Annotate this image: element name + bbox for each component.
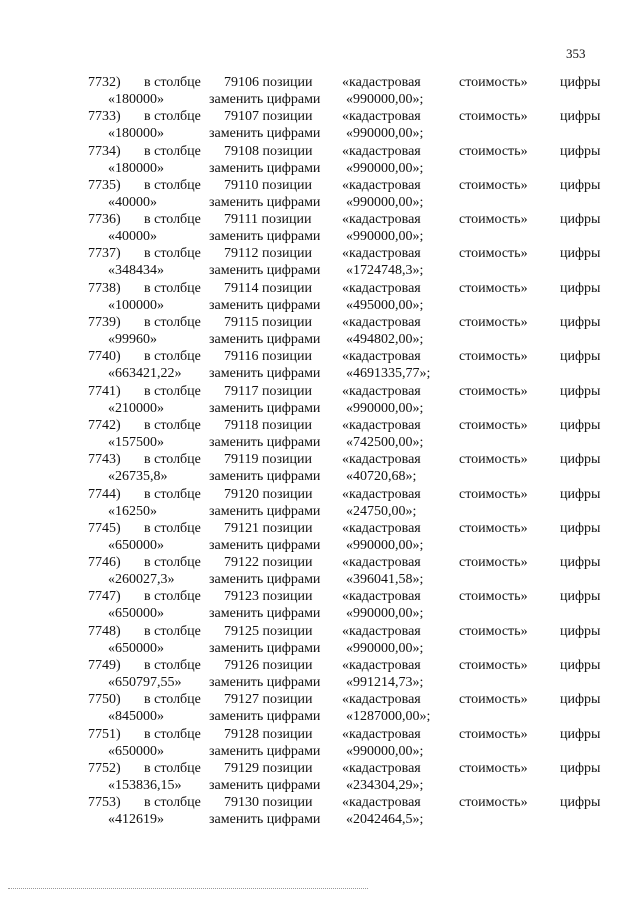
cadastral-text: «кадастровая [342, 658, 421, 674]
cadastral-text: «кадастровая [342, 383, 421, 399]
cost-text: стоимость» [459, 383, 528, 399]
amendment-item [88, 280, 601, 314]
digits-text: цифры [560, 349, 601, 365]
cadastral-text: «кадастровая [342, 75, 421, 90]
new-value: «1724748,3»; [346, 263, 424, 279]
digits-text: цифры [560, 589, 601, 605]
cadastral-text: «кадастровая [342, 726, 421, 742]
amendment-line-primary [88, 520, 601, 537]
amendment-line-secondary [88, 708, 598, 725]
old-value: «412619» [108, 812, 164, 828]
new-value: «1287000,00»; [346, 709, 431, 725]
digits-text: цифры [560, 658, 601, 674]
position-text: 79130 позиции [224, 795, 313, 811]
item-number: 7750) [88, 692, 121, 708]
in-column-text: в столбце [144, 143, 201, 159]
position-text: 79116 позиции [224, 349, 312, 365]
replace-text: заменить цифрами [209, 400, 321, 416]
position-text: 79107 позиции [224, 109, 313, 125]
amendment-line-primary [88, 108, 601, 125]
cadastral-text: «кадастровая [342, 452, 421, 468]
in-column-text: в столбце [144, 349, 201, 365]
old-value: «663421,22» [108, 366, 182, 382]
replace-text: заменить цифрами [209, 777, 321, 793]
new-value: «991214,73»; [346, 675, 424, 691]
footer-divider [8, 888, 368, 889]
amendment-line-primary [88, 451, 601, 468]
amendment-line-primary [88, 417, 601, 434]
cadastral-text: «кадастровая [342, 177, 421, 193]
amendment-item [88, 383, 601, 417]
position-text: 79115 позиции [224, 315, 312, 331]
amendment-line-primary [88, 211, 601, 228]
amendment-item [88, 554, 601, 588]
new-value: «24750,00»; [346, 503, 417, 519]
amendment-line-secondary [88, 503, 598, 520]
position-text: 79112 позиции [224, 246, 312, 262]
cost-text: стоимость» [459, 246, 528, 262]
cost-text: стоимость» [459, 658, 528, 674]
new-value: «990000,00»; [346, 160, 424, 176]
amendment-item [88, 520, 601, 554]
position-text: 79127 позиции [224, 692, 313, 708]
amendment-line-primary [88, 657, 601, 674]
amendment-line-secondary [88, 331, 598, 348]
amendment-line-primary [88, 760, 601, 777]
old-value: «348434» [108, 263, 164, 279]
digits-text: цифры [560, 795, 601, 811]
amendment-item [88, 760, 601, 794]
in-column-text: в столбце [144, 417, 201, 433]
amendment-line-secondary [88, 674, 598, 691]
digits-text: цифры [560, 520, 601, 536]
cost-text: стоимость» [459, 692, 528, 708]
cadastral-text: «кадастровая [342, 555, 421, 571]
amendment-line-primary [88, 245, 601, 262]
new-value: «4691335,77»; [346, 366, 431, 382]
cost-text: стоимость» [459, 212, 528, 228]
position-text: 79122 позиции [224, 555, 313, 571]
new-value: «40720,68»; [346, 469, 417, 485]
old-value: «650797,55» [108, 675, 182, 691]
replace-text: заменить цифрами [209, 537, 321, 553]
replace-text: заменить цифрами [209, 92, 321, 107]
cost-text: стоимость» [459, 520, 528, 536]
in-column-text: в столбце [144, 315, 201, 331]
amendment-item [88, 314, 601, 348]
cadastral-text: «кадастровая [342, 486, 421, 502]
new-value: «234304,29»; [346, 777, 424, 793]
old-value: «650000» [108, 537, 164, 553]
item-number: 7736) [88, 212, 121, 228]
old-value: «210000» [108, 400, 164, 416]
position-text: 79119 позиции [224, 452, 312, 468]
new-value: «742500,00»; [346, 434, 424, 450]
digits-text: цифры [560, 280, 601, 296]
old-value: «99960» [108, 332, 157, 348]
item-number: 7738) [88, 280, 121, 296]
amendment-line-primary [88, 588, 601, 605]
amendment-line-primary [88, 623, 601, 640]
digits-text: цифры [560, 760, 601, 776]
amendment-line-primary [88, 794, 601, 811]
cadastral-text: «кадастровая [342, 417, 421, 433]
replace-text: заменить цифрами [209, 675, 321, 691]
replace-text: заменить цифрами [209, 503, 321, 519]
cadastral-text: «кадастровая [342, 692, 421, 708]
in-column-text: в столбце [144, 75, 201, 90]
amendment-line-secondary [88, 777, 598, 794]
new-value: «990000,00»; [346, 92, 424, 107]
position-text: 79125 позиции [224, 623, 313, 639]
amendment-line-secondary [88, 365, 598, 382]
cost-text: стоимость» [459, 726, 528, 742]
in-column-text: в столбце [144, 760, 201, 776]
new-value: «990000,00»; [346, 400, 424, 416]
digits-text: цифры [560, 486, 601, 502]
amendment-line-primary [88, 691, 601, 708]
amendment-item [88, 726, 601, 760]
replace-text: заменить цифрами [209, 229, 321, 245]
old-value: «26735,8» [108, 469, 168, 485]
cost-text: стоимость» [459, 623, 528, 639]
cost-text: стоимость» [459, 75, 528, 90]
new-value: «2042464,5»; [346, 812, 424, 828]
cadastral-text: «кадастровая [342, 623, 421, 639]
digits-text: цифры [560, 692, 601, 708]
old-value: «157500» [108, 434, 164, 450]
amendment-line-primary [88, 143, 601, 160]
replace-text: заменить цифрами [209, 640, 321, 656]
cadastral-text: «кадастровая [342, 212, 421, 228]
new-value: «990000,00»; [346, 229, 424, 245]
replace-text: заменить цифрами [209, 297, 321, 313]
new-value: «990000,00»; [346, 743, 424, 759]
in-column-text: в столбце [144, 692, 201, 708]
amendment-item [88, 657, 601, 691]
old-value: «100000» [108, 297, 164, 313]
cost-text: стоимость» [459, 555, 528, 571]
old-value: «180000» [108, 92, 164, 107]
cost-text: стоимость» [459, 280, 528, 296]
amendment-line-secondary [88, 228, 598, 245]
page-number: 353 [566, 46, 586, 61]
cadastral-text: «кадастровая [342, 589, 421, 605]
old-value: «153836,15» [108, 777, 182, 793]
amendment-line-secondary [88, 640, 598, 657]
cadastral-text: «кадастровая [342, 280, 421, 296]
item-number: 7745) [88, 520, 121, 536]
item-number: 7735) [88, 177, 121, 193]
new-value: «494802,00»; [346, 332, 424, 348]
amendment-line-secondary [88, 468, 598, 485]
new-value: «990000,00»; [346, 640, 424, 656]
cost-text: стоимость» [459, 760, 528, 776]
digits-text: цифры [560, 177, 601, 193]
cadastral-text: «кадастровая [342, 246, 421, 262]
amendment-list [88, 74, 601, 829]
old-value: «40000» [108, 194, 157, 210]
item-number: 7753) [88, 795, 121, 811]
replace-text: заменить цифрами [209, 606, 321, 622]
item-number: 7737) [88, 246, 121, 262]
cadastral-text: «кадастровая [342, 143, 421, 159]
amendment-item [88, 417, 601, 451]
position-text: 79114 позиции [224, 280, 312, 296]
amendment-item [88, 245, 601, 279]
cost-text: стоимость» [459, 795, 528, 811]
amendment-item [88, 794, 601, 828]
position-text: 79108 позиции [224, 143, 313, 159]
replace-text: заменить цифрами [209, 160, 321, 176]
amendment-line-secondary [88, 537, 598, 554]
item-number: 7743) [88, 452, 121, 468]
amendment-item [88, 211, 601, 245]
new-value: «990000,00»; [346, 126, 424, 142]
item-number: 7741) [88, 383, 121, 399]
item-number: 7748) [88, 623, 121, 639]
old-value: «650000» [108, 640, 164, 656]
cadastral-text: «кадастровая [342, 109, 421, 125]
item-number: 7747) [88, 589, 121, 605]
amendment-item [88, 143, 601, 177]
amendment-line-primary [88, 280, 601, 297]
amendment-line-primary [88, 726, 601, 743]
replace-text: заменить цифрами [209, 194, 321, 210]
amendment-item [88, 74, 601, 108]
digits-text: цифры [560, 383, 601, 399]
in-column-text: в столбце [144, 246, 201, 262]
in-column-text: в столбце [144, 383, 201, 399]
in-column-text: в столбце [144, 726, 201, 742]
cost-text: стоимость» [459, 315, 528, 331]
in-column-text: в столбце [144, 658, 201, 674]
amendment-line-primary [88, 177, 601, 194]
digits-text: цифры [560, 109, 601, 125]
in-column-text: в столбце [144, 280, 201, 296]
amendment-line-primary [88, 348, 601, 365]
old-value: «16250» [108, 503, 157, 519]
cost-text: стоимость» [459, 417, 528, 433]
digits-text: цифры [560, 623, 601, 639]
position-text: 79128 позиции [224, 726, 313, 742]
item-number: 7752) [88, 760, 121, 776]
digits-text: цифры [560, 726, 601, 742]
old-value: «650000» [108, 606, 164, 622]
amendment-line-secondary [88, 262, 598, 279]
position-text: 79120 позиции [224, 486, 313, 502]
amendment-line-primary [88, 383, 601, 400]
old-value: «40000» [108, 229, 157, 245]
digits-text: цифры [560, 75, 601, 90]
item-number: 7751) [88, 726, 121, 742]
amendment-line-secondary [88, 811, 598, 828]
amendment-item [88, 691, 601, 725]
amendment-line-secondary [88, 571, 598, 588]
replace-text: заменить цифрами [209, 366, 321, 382]
amendment-item [88, 108, 601, 142]
in-column-text: в столбце [144, 589, 201, 605]
position-text: 79126 позиции [224, 658, 313, 674]
digits-text: цифры [560, 212, 601, 228]
old-value: «180000» [108, 160, 164, 176]
replace-text: заменить цифрами [209, 709, 321, 725]
in-column-text: в столбце [144, 212, 201, 228]
position-text: 79106 позиции [224, 75, 313, 90]
amendment-item [88, 588, 601, 622]
replace-text: заменить цифрами [209, 572, 321, 588]
replace-text: заменить цифрами [209, 469, 321, 485]
old-value: «650000» [108, 743, 164, 759]
item-number: 7739) [88, 315, 121, 331]
amendment-item [88, 451, 601, 485]
replace-text: заменить цифрами [209, 332, 321, 348]
new-value: «990000,00»; [346, 537, 424, 553]
amendment-item [88, 486, 601, 520]
new-value: «396041,58»; [346, 572, 424, 588]
digits-text: цифры [560, 143, 601, 159]
amendment-line-primary [88, 314, 601, 331]
cadastral-text: «кадастровая [342, 795, 421, 811]
amendment-line-secondary [88, 297, 598, 314]
in-column-text: в столбце [144, 520, 201, 536]
item-number: 7744) [88, 486, 121, 502]
amendment-line-secondary [88, 743, 598, 760]
new-value: «495000,00»; [346, 297, 424, 313]
amendment-item [88, 177, 601, 211]
amendment-line-primary [88, 74, 601, 91]
digits-text: цифры [560, 315, 601, 331]
amendment-item [88, 348, 601, 382]
digits-text: цифры [560, 246, 601, 262]
amendment-line-secondary [88, 160, 598, 177]
in-column-text: в столбце [144, 177, 201, 193]
in-column-text: в столбце [144, 486, 201, 502]
old-value: «845000» [108, 709, 164, 725]
replace-text: заменить цифрами [209, 812, 321, 828]
cost-text: стоимость» [459, 452, 528, 468]
in-column-text: в столбце [144, 795, 201, 811]
cadastral-text: «кадастровая [342, 760, 421, 776]
item-number: 7740) [88, 349, 121, 365]
amendment-line-primary [88, 486, 601, 503]
cost-text: стоимость» [459, 349, 528, 365]
in-column-text: в столбце [144, 452, 201, 468]
amendment-line-secondary [88, 194, 598, 211]
old-value: «180000» [108, 126, 164, 142]
in-column-text: в столбце [144, 623, 201, 639]
replace-text: заменить цифрами [209, 434, 321, 450]
item-number: 7742) [88, 417, 121, 433]
amendment-line-secondary [88, 91, 598, 108]
in-column-text: в столбце [144, 109, 201, 125]
item-number: 7732) [88, 75, 121, 90]
cost-text: стоимость» [459, 109, 528, 125]
amendment-line-secondary [88, 400, 598, 417]
item-number: 7749) [88, 658, 121, 674]
cost-text: стоимость» [459, 589, 528, 605]
cost-text: стоимость» [459, 177, 528, 193]
item-number: 7746) [88, 555, 121, 571]
amendment-line-primary [88, 554, 601, 571]
cadastral-text: «кадастровая [342, 315, 421, 331]
in-column-text: в столбце [144, 555, 201, 571]
position-text: 79123 позиции [224, 589, 313, 605]
amendment-line-secondary [88, 434, 598, 451]
cost-text: стоимость» [459, 143, 528, 159]
position-text: 79129 позиции [224, 760, 313, 776]
item-number: 7733) [88, 109, 121, 125]
new-value: «990000,00»; [346, 194, 424, 210]
new-value: «990000,00»; [346, 606, 424, 622]
digits-text: цифры [560, 417, 601, 433]
cadastral-text: «кадастровая [342, 349, 421, 365]
position-text: 79117 позиции [224, 383, 312, 399]
cost-text: стоимость» [459, 486, 528, 502]
digits-text: цифры [560, 555, 601, 571]
position-text: 79110 позиции [224, 177, 312, 193]
digits-text: цифры [560, 452, 601, 468]
amendment-line-secondary [88, 605, 598, 622]
replace-text: заменить цифрами [209, 263, 321, 279]
position-text: 79111 позиции [224, 212, 312, 228]
position-text: 79118 позиции [224, 417, 312, 433]
item-number: 7734) [88, 143, 121, 159]
old-value: «260027,3» [108, 572, 175, 588]
position-text: 79121 позиции [224, 520, 313, 536]
replace-text: заменить цифрами [209, 743, 321, 759]
amendment-item [88, 623, 601, 657]
amendment-line-secondary [88, 125, 598, 142]
replace-text: заменить цифрами [209, 126, 321, 142]
cadastral-text: «кадастровая [342, 520, 421, 536]
